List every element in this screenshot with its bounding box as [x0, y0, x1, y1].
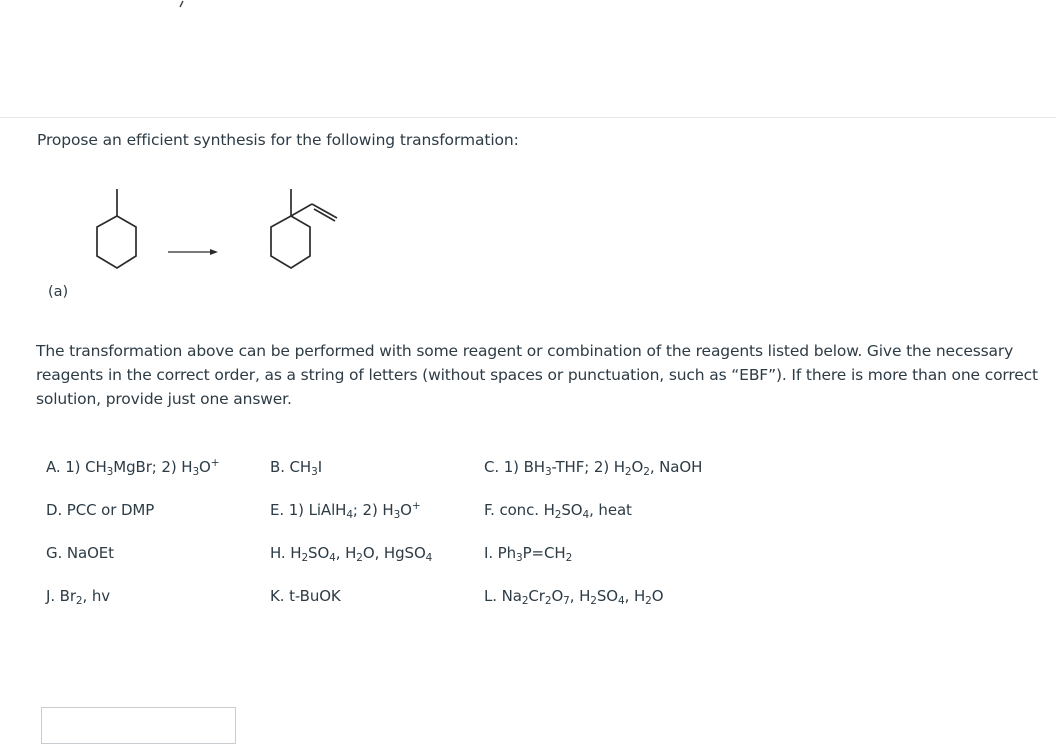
section-divider — [0, 117, 1056, 118]
reagent-option-i: I. $Ph_3P=CH_2$ — [484, 544, 573, 564]
reagent-option-b: B. $CH_3I$ — [270, 458, 323, 478]
reagent-option-k: K. t-BuOK — [270, 587, 341, 605]
reagent-option-f: F. conc. $H_2SO_4$, heat — [484, 501, 632, 521]
reagent-option-l: L. $Na_2Cr_2O_7$, $H_2SO_4$, $H_2O$ — [484, 587, 664, 607]
instructions-text: The transformation above can be performed with some reagent or combination of the reagents listed below. Give the necessary reagents in the correct order, as a string of letters (without spaces or punctuation, such as “EBF”). If there is more than one correct solution, provide just one answer. — [36, 342, 1038, 408]
reagent-option-e: E. 1) LiAlH$_4$; 2) $H_3O^+$ — [270, 500, 421, 521]
reaction-scheme — [40, 180, 370, 300]
reagent-option-g: G. NaOEt — [46, 544, 114, 562]
product-structure — [271, 189, 337, 268]
reagent-option-j: J. $Br_2$, hv — [46, 587, 111, 607]
reagent-option-c: C. 1) $BH_3$-THF; 2) $H_2O_2$, NaOH — [484, 458, 703, 478]
reactant-structure — [97, 189, 136, 268]
decorative-stroke — [174, 0, 186, 8]
reagent-option-a: A. 1) $CH_3MgBr$; 2) $H_3O^+$ — [46, 457, 220, 478]
reaction-arrow — [168, 249, 218, 255]
part-label: (a) — [48, 284, 69, 300]
answer-input[interactable] — [41, 707, 236, 744]
reagent-option-d: D. PCC or DMP — [46, 501, 155, 519]
question-prompt: Propose an efficient synthesis for the following transformation: — [37, 131, 519, 149]
reagent-option-h: H. $H_2SO_4$, $H_2O$, HgSO$_4$ — [270, 544, 433, 564]
